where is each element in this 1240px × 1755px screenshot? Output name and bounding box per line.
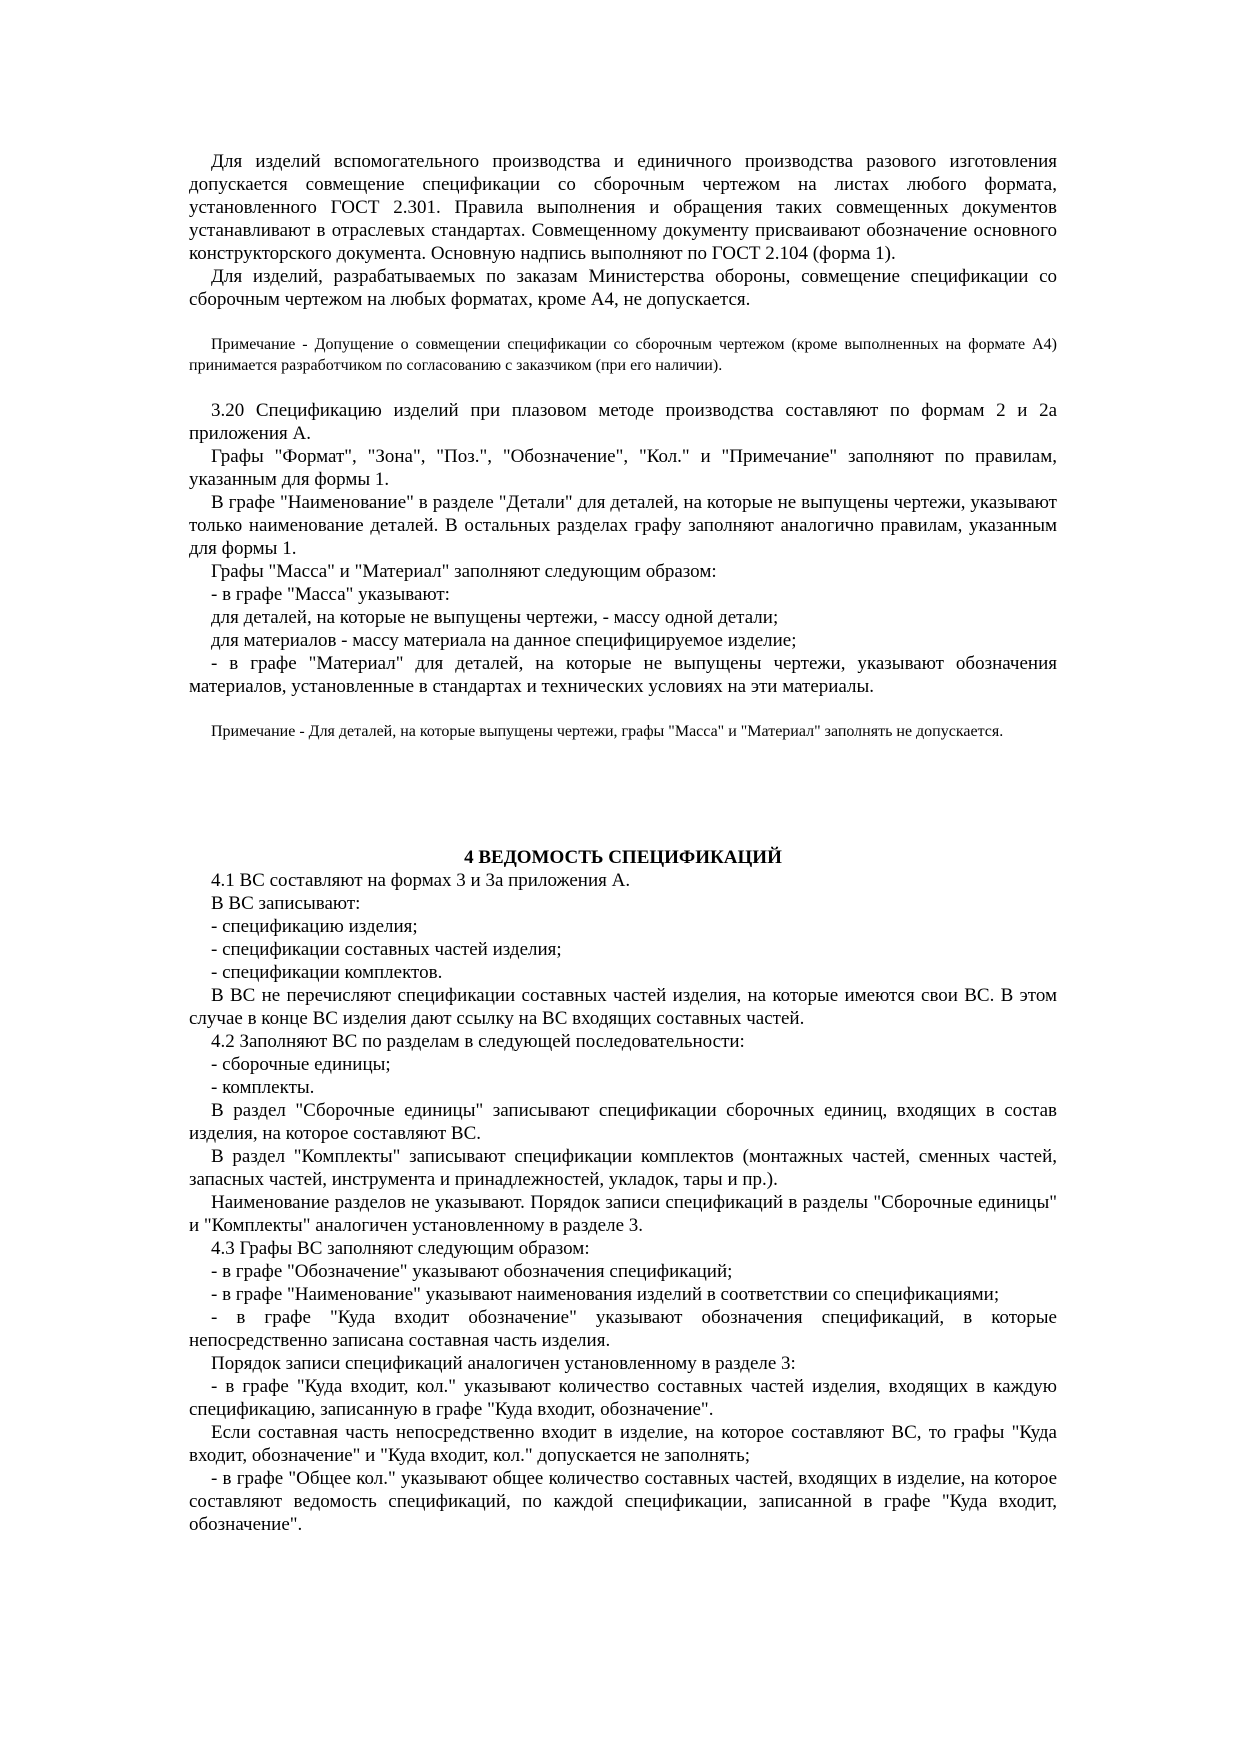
paragraph: В ВС записывают: [211,893,361,914]
paragraph: - в графе "Масса" указывают: [211,584,450,605]
list-item: - спецификации составных частей изделия; [211,939,562,960]
spacer [189,311,1057,334]
paragraph: для материалов - массу материала на данное специфицируемое изделие; [211,630,797,651]
paragraph: Для изделий, разрабатываемых по заказам Министерства обороны, совмещение спецификации со сборочным чертежом на любых форматах, кроме А4, не допускается. [189,266,1057,310]
list-item: - в графе "Куда входит обозначение" указывают обозначения спецификаций, в которые непосредственно записана составная часть изделия. [189,1307,1057,1351]
spacer [189,742,1057,846]
spacer [189,376,1057,399]
spacer [189,698,1057,721]
paragraph: для деталей, на которые не выпущены чертежи, - массу одной детали; [211,607,779,628]
paragraph: В графе "Наименование" в разделе "Детали" для деталей, на которые не выпущены чертежи, указывают только наименование деталей. В остальных разделах графу заполняют аналогично правилам, указанным для формы 1. [189,492,1057,559]
paragraph: 3.20 Спецификацию изделий при плазовом методе производства составляют по формам 2 и 2а приложения А. [189,400,1057,444]
list-item: - сборочные единицы; [211,1054,391,1075]
document-page [189,150,1057,1536]
paragraph: Графы "Формат", "Зона", "Поз.", "Обозначение", "Кол." и "Примечание" заполняют по правилам, указанным для формы 1. [189,446,1057,490]
list-item: - в графе "Наименование" указывают наименования изделий в соответствии со спецификациями; [211,1284,1000,1305]
list-item: - в графе "Общее кол." указывают общее количество составных частей, входящих в изделие, на которое составляют ведомость спецификаций, по каждой спецификации, записанной в графе "Куда входит, обозначение". [189,1468,1057,1535]
note: Примечание - Для деталей, на которые выпущены чертежи, графы "Масса" и "Материал" заполнять не допускается. [211,723,1004,740]
paragraph: 4.3 Графы ВС заполняют следующим образом: [211,1238,590,1259]
paragraph: Наименование разделов не указывают. Порядок записи спецификаций в разделы "Сборочные единицы" и "Комплекты" аналогичен установленному в разделе 3. [189,1192,1057,1236]
list-item: - комплекты. [211,1077,315,1098]
list-item: - спецификацию изделия; [211,916,418,937]
paragraph: 4.2 Заполняют ВС по разделам в следующей последовательности: [211,1031,745,1052]
paragraph: 4.1 ВС составляют на формах 3 и 3а приложения А. [211,870,631,891]
paragraph: В ВС не перечисляют спецификации составных частей изделия, на которые имеются свои ВС. В этом случае в конце ВС изделия дают ссылку на ВС входящих составных частей. [189,985,1057,1029]
paragraph: Графы "Масса" и "Материал" заполняют следующим образом: [211,561,717,582]
list-item: - в графе "Обозначение" указывают обозначения спецификаций; [211,1261,733,1282]
paragraph: Порядок записи спецификаций аналогичен установленному в разделе 3: [211,1353,796,1374]
paragraph: В раздел "Сборочные единицы" записывают спецификации сборочных единиц, входящих в состав изделия, на которое составляют ВС. [189,1100,1057,1144]
paragraph: В раздел "Комплекты" записывают спецификации комплектов (монтажных частей, сменных частей, запасных частей, инструмента и принадлежностей, укладок, тары и пр.). [189,1146,1057,1190]
list-item: - в графе "Куда входит, кол." указывают количество составных частей изделия, входящих в каждую спецификацию, записанную в графе "Куда входит, обозначение". [189,1376,1057,1420]
paragraph: Если составная часть непосредственно входит в изделие, на которое составляют ВС, то графы "Куда входит, обозначение" и "Куда входит, кол." допускается не заполнять; [189,1422,1057,1466]
note: Примечание - Допущение о совмещении спецификации со сборочным чертежом (кроме выполненных на формате А4) принимается разработчиком по согласованию с заказчиком (при его наличии). [189,336,1057,374]
paragraph: - в графе "Материал" для деталей, на которые не выпущены чертежи, указывают обозначения материалов, установленные в стандартах и технических условиях на эти материалы. [189,653,1057,697]
section-heading: 4 ВЕДОМОСТЬ СПЕЦИФИКАЦИЙ [464,847,782,868]
list-item: - спецификации комплектов. [211,962,443,983]
paragraph: Для изделий вспомогательного производства и единичного производства разового изготовления допускается совмещение спецификации со сборочным чертежом на листах любого формата, установленного ГОСТ 2.301. Правила выполнения и обращения таких совмещенных документов устанавливают в отраслевых стандартах. Совмещенному документу присваивают обозначение основного конструкторского документа. Основную надпись выполняют по ГОСТ 2.104 (форма 1). [189,151,1057,264]
